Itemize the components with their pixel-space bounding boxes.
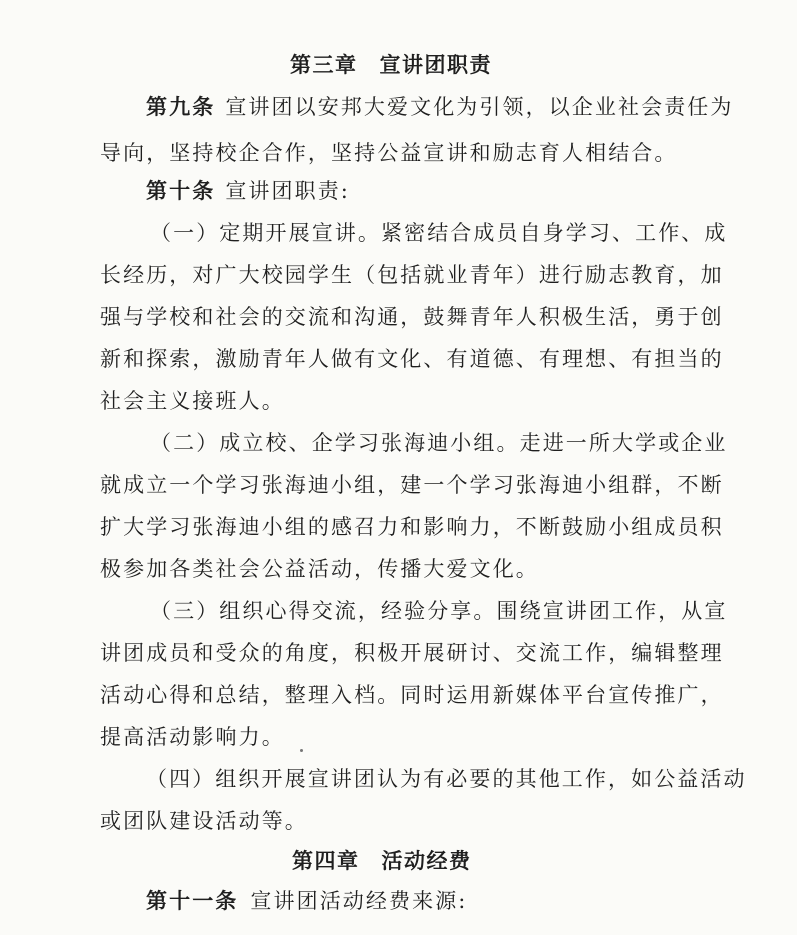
item-4-line-1	[146, 764, 747, 794]
article-10-line	[146, 176, 350, 206]
item-2-text-1: （二）成立校、企学习张海迪小组。走进一所大学或企业	[150, 431, 728, 455]
article-10-label: 第十条	[146, 179, 216, 203]
item-3-line-4	[100, 722, 285, 752]
article-11-line	[146, 886, 467, 916]
article-9-text-2: 导向，坚持校企合作，坚持公益宣讲和励志育人相结合。	[100, 141, 678, 165]
article-11-intro: 宣讲团活动经费来源:	[250, 889, 468, 913]
article-9-text-1: 宣讲团以安邦大爱文化为引领，以企业社会责任为	[225, 95, 734, 119]
item-4-text-1: （四）组织开展宣讲团认为有必要的其他工作，如公益活动	[146, 767, 747, 791]
item-3-text-2: 讲团成员和受众的角度，积极开展研讨、交流工作，编辑整理	[100, 641, 724, 665]
item-1-line-4	[100, 344, 724, 374]
chapter-4-label: 第四章	[292, 849, 360, 873]
item-2-line-3	[100, 512, 724, 542]
item-2-line-1	[150, 428, 728, 458]
item-1-line-2	[100, 260, 724, 290]
item-3-text-4: 提高活动影响力。	[100, 725, 285, 749]
chapter-4-heading	[292, 846, 472, 876]
item-4-text-2: 或团队建设活动等。	[100, 809, 308, 833]
item-1-line-1	[150, 218, 728, 248]
item-1-text-5: 社会主义接班人。	[100, 389, 285, 413]
item-3-text-1: （三）组织心得交流，经验分享。围绕宣讲团工作，从宣	[150, 599, 728, 623]
item-1-text-1: （一）定期开展宣讲。紧密结合成员自身学习、工作、成	[150, 221, 728, 245]
item-2-text-2: 就成立一个学习张海迪小组，建一个学习张海迪小组群，不断	[100, 473, 724, 497]
item-3-text-3: 活动心得和总结，整理入档。同时运用新媒体平台宣传推广，	[100, 683, 724, 707]
chapter-3-title: 宣讲团职责	[379, 53, 492, 77]
item-1-line-5	[100, 386, 285, 416]
article-10-intro: 宣讲团职责:	[225, 179, 350, 203]
scan-speck	[300, 749, 303, 752]
item-1-text-2: 长经历，对广大校园学生（包括就业青年）进行励志教育，加	[100, 263, 724, 287]
article-11-label: 第十一条	[146, 889, 239, 913]
item-2-line-4	[100, 554, 539, 584]
item-2-text-4: 极参加各类社会公益活动，传播大爱文化。	[100, 557, 539, 581]
chapter-3-label: 第三章	[290, 53, 358, 77]
article-9-line-1	[146, 92, 734, 122]
item-3-line-3	[100, 680, 724, 710]
item-3-line-2	[100, 638, 724, 668]
item-2-text-3: 扩大学习张海迪小组的感召力和影响力，不断鼓励小组成员积	[100, 515, 724, 539]
chapter-4-title: 活动经费	[381, 849, 472, 873]
item-1-text-4: 新和探索，激励青年人做有文化、有道德、有理想、有担当的	[100, 347, 724, 371]
item-1-text-3: 强与学校和社会的交流和沟通，鼓舞青年人积极生活，勇于创	[100, 305, 724, 329]
article-9-line-2	[100, 138, 678, 168]
item-3-line-1	[150, 596, 728, 626]
item-4-line-2	[100, 806, 308, 836]
chapter-3-heading	[290, 50, 492, 80]
item-2-line-2	[100, 470, 724, 500]
item-1-line-3	[100, 302, 724, 332]
article-9-label: 第九条	[146, 95, 216, 119]
